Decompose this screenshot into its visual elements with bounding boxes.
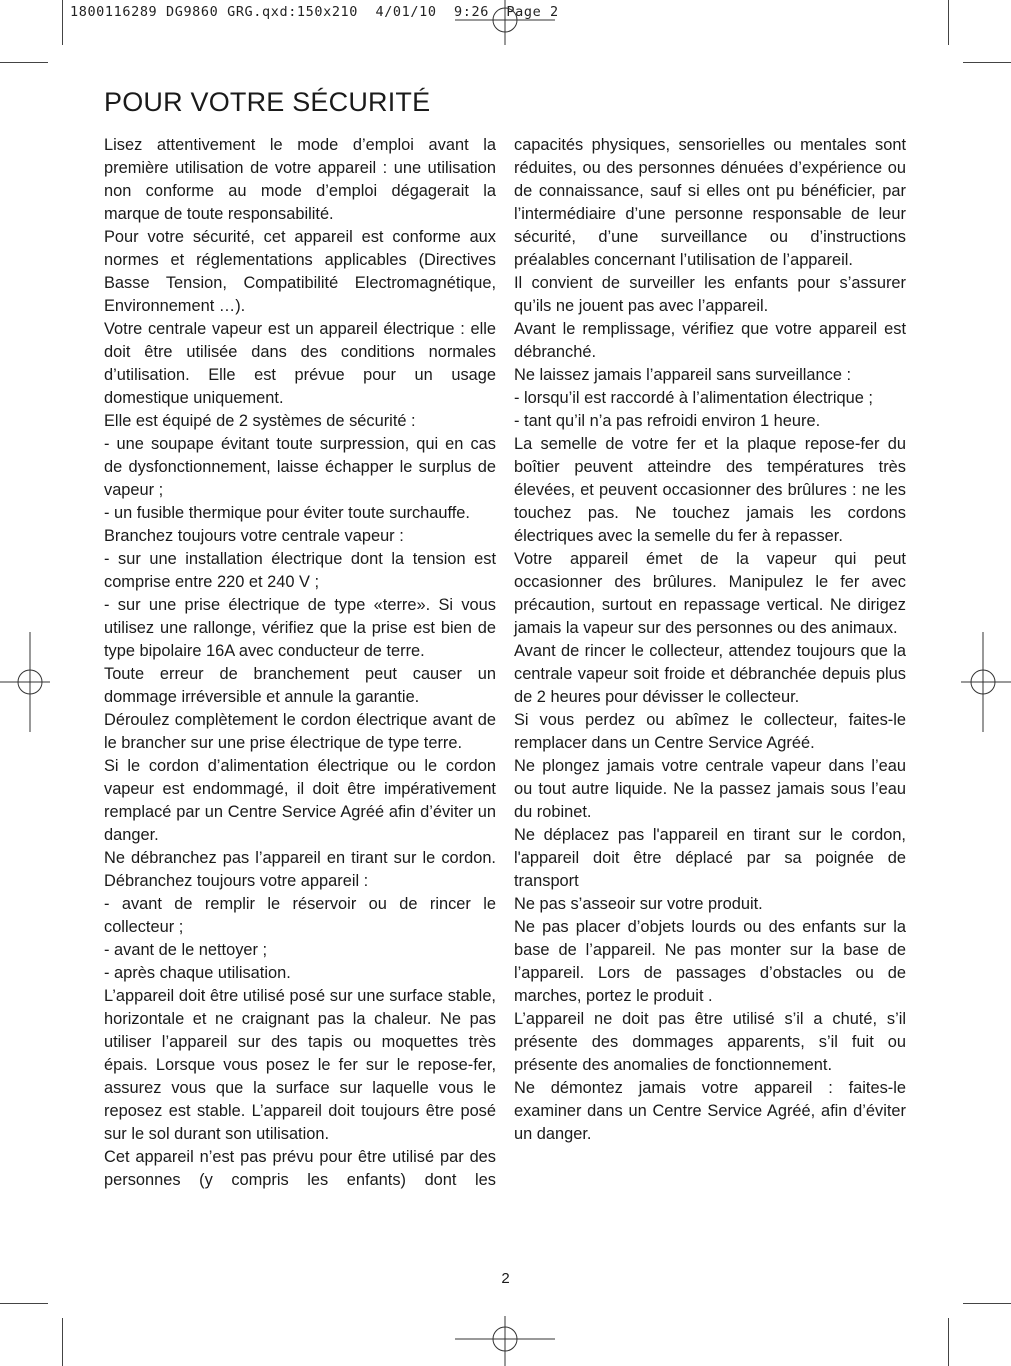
paragraph: Cet appareil n’est pas prévu pour être utilisé par des personnes (y compris les enfants) dont les	[104, 1148, 496, 1189]
paragraph: Pour votre sécurité, cet appareil est conforme aux normes et réglementations applicables (Directives Basse Tension, Compatibilité Electromagnétique, Environnement …).	[104, 228, 496, 315]
list-item: - avant de remplir le réservoir ou de rincer le collecteur ;	[104, 895, 496, 936]
crop-mark-top-left-horizontal	[0, 62, 48, 63]
paragraph: Ne déplacez pas l'appareil en tirant sur le cordon, l'appareil doit être déplacé par sa poignée de transport	[514, 826, 906, 890]
list-item: - lorsqu’il est raccordé à l’alimentation électrique ;	[514, 389, 873, 407]
paragraph: Ne débranchez pas l’appareil en tirant sur le cordon. Débranchez toujours votre appareil :	[104, 849, 496, 890]
paragraph: Lisez attentivement le mode d’emploi avant la première utilisation de votre appareil : une utilisation non conforme au mode d’emploi dégagerait la marque de toute responsabilité.	[104, 136, 496, 223]
page-number: 2	[501, 1270, 510, 1287]
list-item: - après chaque utilisation.	[104, 964, 291, 982]
paragraph: L’appareil doit être utilisé posé sur une surface stable, horizontale et ne craignant pas la chaleur. Ne pas utiliser l’appareil sur des tapis ou moquettes très épais. Lorsque vous posez le fer sur le repose-fer, assurez vous que la surface sur laquelle vous le reposez est stable. L’appareil doit toujours être posé sur le sol durant son utilisation.	[104, 987, 496, 1143]
crop-mark-bottom-right-vertical	[948, 1318, 949, 1366]
paragraph: Toute erreur de branchement peut causer un dommage irréversible et annule la garantie.	[104, 665, 496, 706]
registration-mark-left-icon	[0, 632, 50, 732]
list-item: - avant de le nettoyer ;	[104, 941, 268, 959]
list-item: - sur une prise électrique de type «terre». Si vous utilisez une rallonge, vérifiez que la prise est bien de type bipolaire 16A avec conducteur de terre.	[104, 596, 496, 660]
paragraph: Si vous perdez ou abîmez le collecteur, faites-le remplacer dans un Centre Service Agréé.	[514, 711, 906, 752]
paragraph: Ne pas placer d’objets lourds ou des enfants sur la base de l’appareil. Ne pas monter sur la base de l’appareil. Lors de passages d’obstacles ou de marches, portez le produit .	[514, 918, 906, 1005]
crop-mark-bottom-left-horizontal	[0, 1303, 48, 1304]
paragraph: Branchez toujours votre centrale vapeur :	[104, 527, 404, 545]
printer-slug-line: 1800116289 DG9860 GRG.qxd:150x210 4/01/10 9:26 Page 2	[70, 4, 559, 20]
paragraph: Si le cordon d’alimentation électrique ou le cordon vapeur est endommagé, il doit être impérativement remplacé par un Centre Service Agréé afin d’éviter un danger.	[104, 757, 496, 844]
paragraph: L’appareil ne doit pas être utilisé s’il a chuté, s’il présente des dommages apparents, s’il fuit ou présente des anomalies de fonctionnement.	[514, 1010, 906, 1074]
paragraph: Elle est équipé de 2 systèmes de sécurité :	[104, 412, 416, 430]
registration-mark-bottom-icon	[455, 1316, 555, 1366]
paragraph: Il convient de surveiller les enfants pour s’assurer qu’ils ne jouent pas avec l’appareil.	[514, 274, 906, 315]
paragraph: Votre centrale vapeur est un appareil électrique : elle doit être utilisée dans des conditions normales d’utilisation. Elle est prévue pour un usage domestique uniquement.	[104, 320, 496, 407]
list-item: - une soupape évitant toute surpression, qui en cas de dysfonctionnement, laisse échapper le surplus de vapeur ;	[104, 435, 496, 499]
registration-mark-right-icon	[961, 632, 1011, 732]
list-item: - sur une installation électrique dont la tension est comprise entre 220 et 240 V ;	[104, 550, 496, 591]
paragraph: capacités physiques, sensorielles ou mentales sont réduites, ou des personnes dénuées d’expérience ou de connaissance, sauf si elles ont pu bénéficier, par l’intermédiaire d’une personne responsable de leur sécurité, d’une surveillance ou d’instructions préalables concernant l’utilisation de l’appareil.	[514, 136, 906, 269]
crop-mark-bottom-left-vertical	[62, 1318, 63, 1366]
paragraph: Ne démontez jamais votre appareil : faites-le examiner dans un Centre Service Agréé, afin d’éviter un danger.	[514, 1079, 906, 1143]
paragraph: Ne pas s’asseoir sur votre produit.	[514, 895, 763, 913]
registration-mark-top-icon	[455, 0, 555, 45]
list-item: - un fusible thermique pour éviter toute surchauffe.	[104, 504, 470, 522]
paragraph: La semelle de votre fer et la plaque repose-fer du boîtier peuvent atteindre des températures très élevées, et peuvent occasionner des brûlures : ne les touchez pas. Ne touchez jamais les cordons électriques avec la semelle du fer à repasser.	[514, 435, 906, 545]
paragraph: Avant de rincer le collecteur, attendez toujours que la centrale vapeur soit froide et débranchée depuis plus de 2 heures pour dévisser le collecteur.	[514, 642, 906, 706]
paragraph: Avant le remplissage, vérifiez que votre appareil est débranché.	[514, 320, 906, 361]
paragraph: Déroulez complètement le cordon électrique avant de le brancher sur une prise électrique de type terre.	[104, 711, 496, 752]
crop-mark-top-right-vertical	[948, 0, 949, 45]
paragraph: Ne plongez jamais votre centrale vapeur dans l’eau ou tout autre liquide. Ne la passez jamais sous l’eau du robinet.	[514, 757, 906, 821]
crop-mark-top-right-horizontal	[963, 62, 1011, 63]
page-title: POUR VOTRE SÉCURITÉ	[104, 87, 431, 117]
left-text-column	[104, 134, 496, 1192]
paragraph: Ne laissez jamais l’appareil sans surveillance :	[514, 366, 852, 384]
list-item: - tant qu’il n’a pas refroidi environ 1 heure.	[514, 412, 821, 430]
crop-mark-bottom-right-horizontal	[963, 1303, 1011, 1304]
right-text-column	[514, 134, 906, 1146]
paragraph: Votre appareil émet de la vapeur qui peut occasionner des brûlures. Manipulez le fer avec précaution, surtout en repassage vertical. Ne dirigez jamais la vapeur sur des personnes ou des animaux.	[514, 550, 906, 637]
crop-mark-top-left-vertical	[62, 0, 63, 45]
